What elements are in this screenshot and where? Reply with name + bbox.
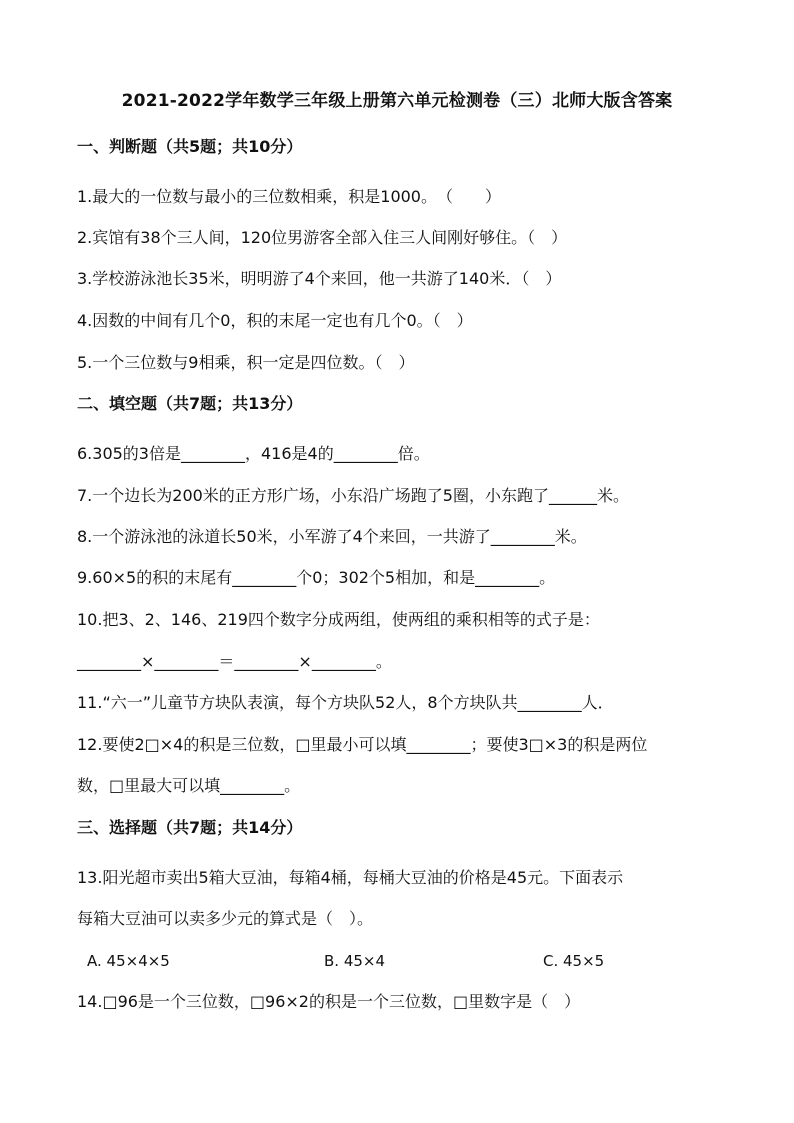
question-2: 2.宾馆有38个三人间，120位男游客全部入住三人间刚好够住。（ ）	[77, 228, 568, 247]
question-13-option-c: C. 45×5	[543, 952, 605, 970]
question-14: 14.□96是一个三位数，□96×2的积是一个三位数，□里数字是（ ）	[77, 992, 581, 1011]
question-8: 8.一个游泳池的泳道长50米，小军游了4个来回，一共游了________米。	[77, 527, 587, 546]
question-4: 4.因数的中间有几个0，积的末尾一定也有几个0。（ ）	[77, 311, 473, 330]
section-choice-heading: 三、选择题（共7题；共14分）	[77, 818, 303, 837]
question-3: 3.学校游泳池长35米，明明游了4个来回，他一共游了140米．（ ）	[77, 269, 562, 288]
question-1: 1.最大的一位数与最小的三位数相乘，积是1000。 （ ）	[77, 187, 501, 206]
question-13-line-1: 13.阳光超市卖出5箱大豆油，每箱4桶，每桶大豆油的价格是45元。下面表示	[77, 868, 624, 887]
question-10-line-2: ________×________＝________×________。	[77, 652, 392, 671]
question-9: 9.60×5的积的末尾有________个0；302个5相加，和是________。	[77, 568, 556, 587]
question-6: 6.305的3倍是________，416是4的________倍。	[77, 444, 430, 463]
question-10-line-1: 10.把3、2、146、219四个数字分成两组，使两组的乘积相等的式子是：	[77, 610, 600, 629]
question-12-line-1: 12.要使2□×4的积是三位数，□里最小可以填________；要使3□×3的积是两位	[77, 735, 648, 754]
question-11: 11.“六一”儿童节方块队表演，每个方块队52人，8个方块队共________人．	[77, 693, 614, 712]
question-12-line-2: 数，□里最大可以填________。	[77, 776, 301, 795]
section-fill-blank-heading: 二、填空题（共7题；共13分）	[77, 394, 303, 413]
question-5: 5.一个三位数与9相乘，积一定是四位数。（ ）	[77, 353, 415, 372]
question-13-line-2: 每箱大豆油可以卖多少元的算式是（ ）。	[77, 909, 374, 928]
question-13-option-a: A. 45×4×5	[87, 952, 170, 970]
page-title: 2021-2022学年数学三年级上册第六单元检测卷（三）北师大版含答案	[121, 91, 673, 111]
section-judgement-heading: 一、判断题（共5题；共10分）	[77, 137, 303, 156]
question-7: 7.一个边长为200米的正方形广场，小东沿广场跑了5圈，小东跑了______米。	[77, 486, 629, 505]
question-13-option-b: B. 45×4	[324, 952, 386, 970]
